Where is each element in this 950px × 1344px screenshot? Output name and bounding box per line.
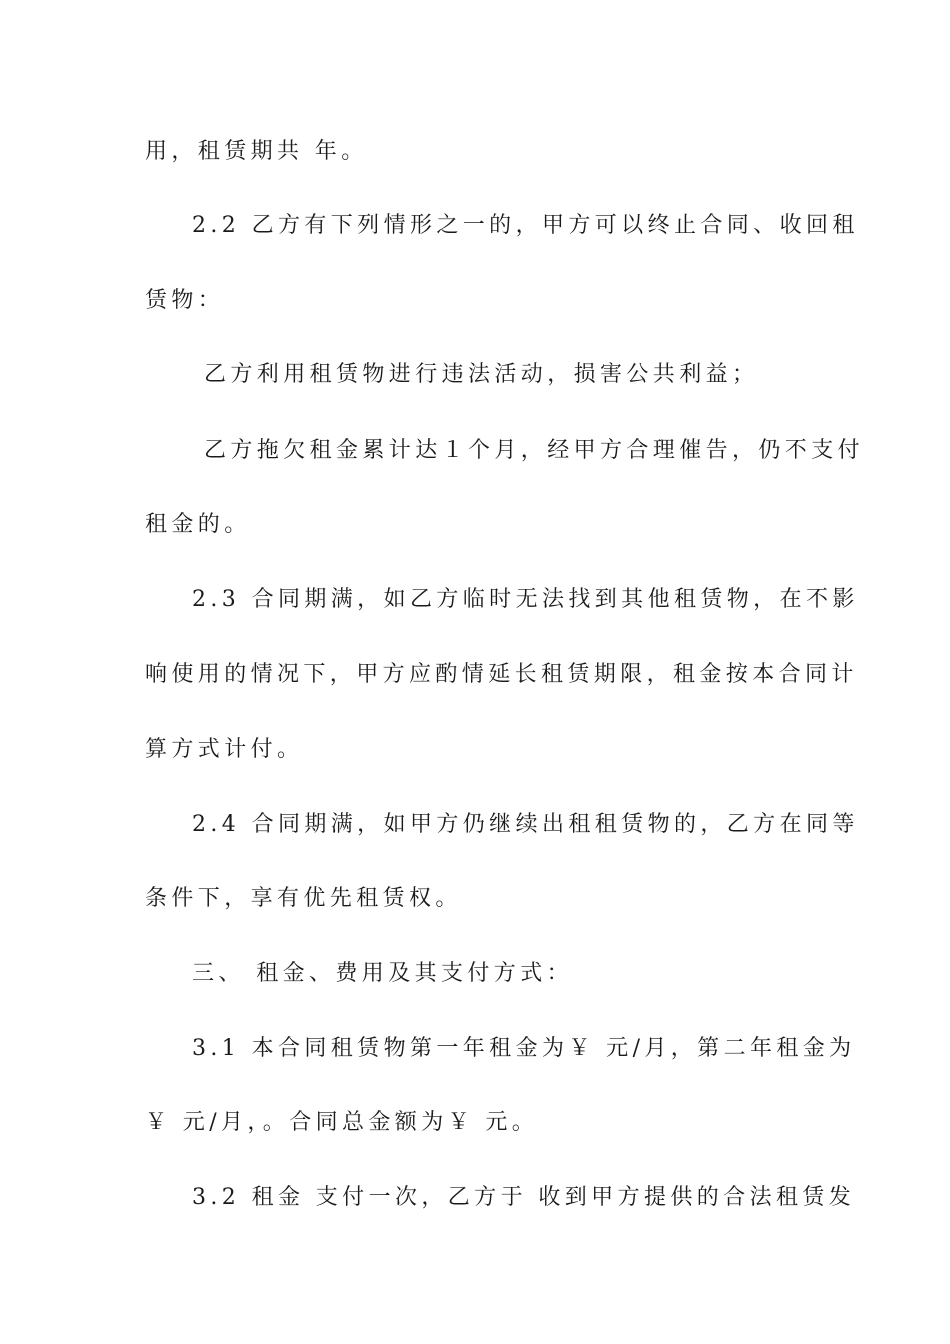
text-line: 租金的。 — [145, 512, 251, 537]
text-line: 响使用的情况下，甲方应酌情延长租赁期限，租金按本合同计 — [145, 662, 858, 687]
clause-3-2: 3.2 租金 支付一次，乙方于 收到甲方提供的合法租赁发 — [192, 1185, 856, 1210]
clause-2-3: 2.3 合同期满，如乙方临时无法找到其他租赁物，在不影 — [192, 587, 859, 612]
condition-item-1: 乙方利用租赁物进行违法活动，损害公共利益； — [204, 362, 759, 387]
text-line: 算方式计付。 — [145, 737, 304, 762]
text-line: 条件下，享有优先租赁权。 — [145, 886, 462, 911]
text-line: 用，租赁期共 年。 — [145, 139, 368, 164]
clause-2-2: 2.2 乙方有下列情形之一的，甲方可以终止合同、收回租 — [192, 213, 859, 238]
clause-2-4: 2.4 合同期满，如甲方仍继续出租租赁物的，乙方在同等 — [192, 812, 859, 837]
condition-item-2: 乙方拖欠租金累计达１个月，经甲方合理催告，仍不支付 — [204, 438, 865, 463]
clause-3-1: 3.1 本合同租赁物第一年租金为￥ 元/月，第二年租金为 — [192, 1036, 856, 1061]
section-heading-3: 三、 租金、费用及其支付方式： — [192, 961, 573, 986]
text-line: 赁物： — [145, 288, 225, 313]
text-line: ￥ 元/月，。合同总金额为￥ 元。 — [145, 1110, 539, 1135]
